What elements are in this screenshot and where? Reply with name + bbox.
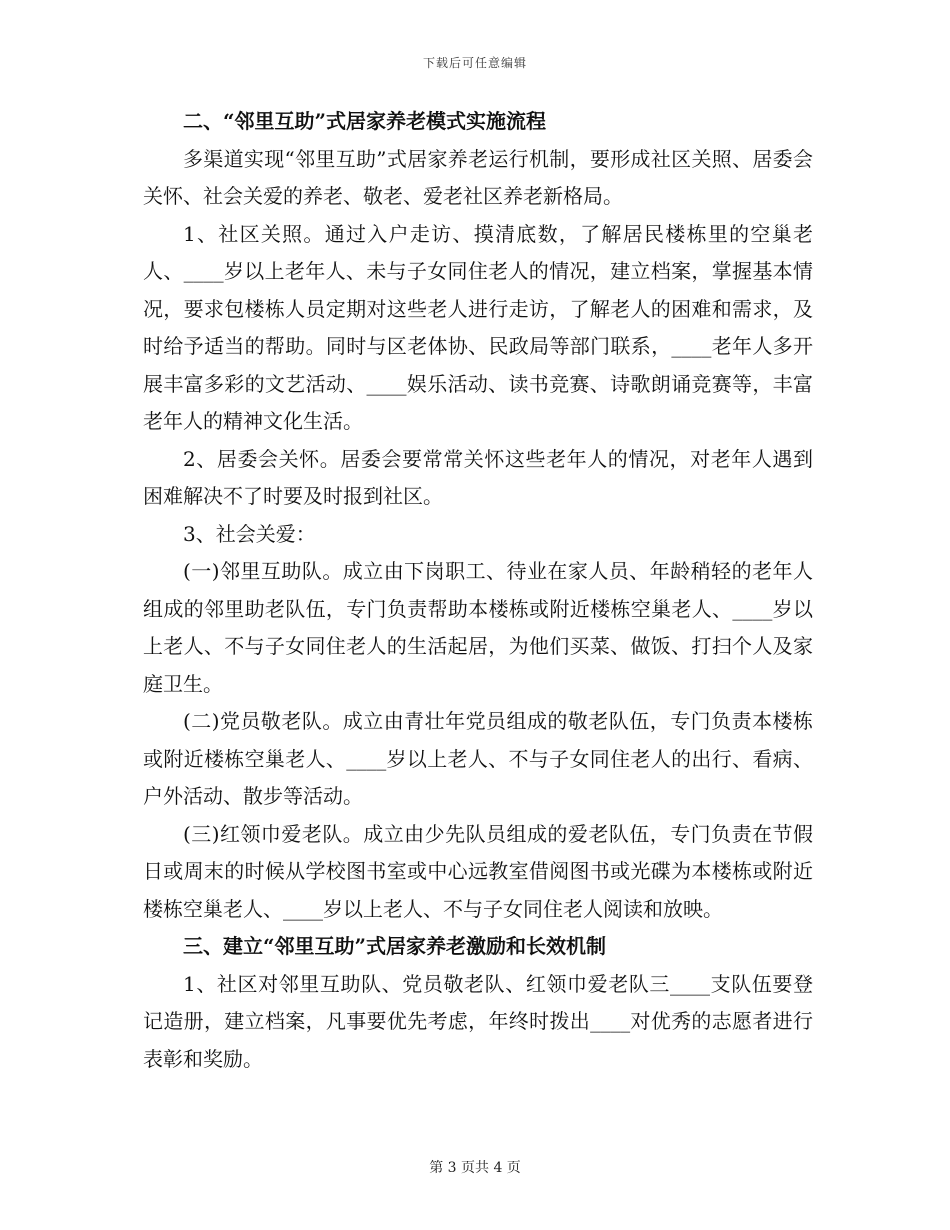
- paragraph: 2、居委会关怀。居委会要常常关怀这些老年人的情况，对老年人遇到困难解决不了时要及时报到社区。: [143, 446, 813, 508]
- paragraph: 多渠道实现“邻里互助”式居家养老运行机制，要形成社区关照、居委会关怀、社会关爱的养老、敬老、爱老社区养老新格局。: [143, 146, 813, 208]
- paragraph: (一)邻里互助队。成立由下岗职工、待业在家人员、年龄稍轻的老年人组成的邻里助老队伍，专门负责帮助本楼栋或附近楼栋空巢老人、____岁以上老人、不与子女同住老人的生活起居，为他们买菜、做饭、打扫个人及家庭卫生。: [143, 559, 813, 696]
- paragraph: 3、社会关爱：: [183, 521, 316, 546]
- paragraph: (三)红领巾爱老队。成立由少先队员组成的爱老队伍，专门负责在节假日或周末的时候从学校图书室或中心远教室借阅图书或光碟为本楼栋或附近楼栋空巢老人、____岁以上老人、不与子女同住老人阅读和放映。: [143, 821, 813, 921]
- paragraph: 1、社区对邻里互助队、党员敬老队、红领巾爱老队三____支队伍要登记造册，建立档案，凡事要优先考虑，年终时拨出____对优秀的志愿者进行表彰和奖励。: [143, 971, 813, 1071]
- section-heading-3: 三、建立“邻里互助”式居家养老激励和长效机制: [183, 934, 607, 958]
- paragraph: (二)党员敬老队。成立由青壮年党员组成的敬老队伍，专门负责本楼栋或附近楼栋空巢老人、____岁以上老人、不与子女同住老人的出行、看病、户外活动、散步等活动。: [143, 709, 813, 808]
- section-heading-2: 二、“邻里互助”式居家养老模式实施流程: [183, 109, 547, 133]
- paragraph: 1、社区关照。通过入户走访、摸清底数，了解居民楼栋里的空巢老人、____岁以上老年人、未与子女同住老人的情况，建立档案，掌握基本情况，要求包楼栋人员定期对这些老人进行走访，了解老人的困难和需求，及时给予适当的帮助。同时与区老体协、民政局等部门联系，____老年人多开展丰富多彩的文艺活动、____娱乐活动、读书竞赛、诗歌朗诵竞赛等，丰富老年人的精神文化生活。: [143, 221, 813, 433]
- document-body: [143, 103, 813, 1078]
- page-header: 下载后可任意编辑: [422, 56, 527, 70]
- page-number: 第 3 页共 4 页: [429, 1160, 521, 1176]
